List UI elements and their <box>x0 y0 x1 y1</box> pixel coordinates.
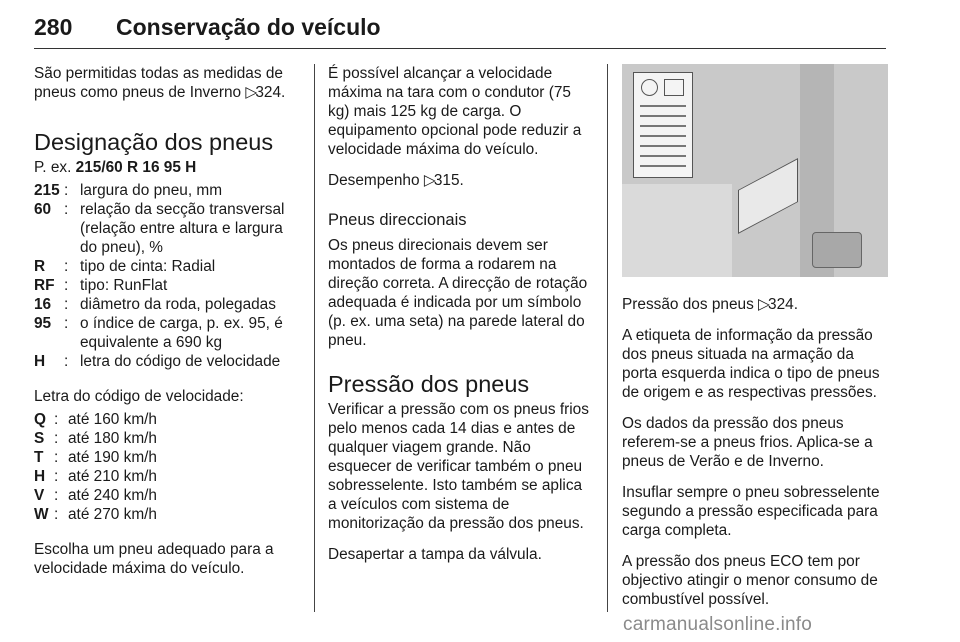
item-key: Q <box>34 411 46 428</box>
door-hinge <box>812 232 862 268</box>
pressure-check-paragraph: Verificar a pressão com os pneus frios pelo menos cada 14 dias e antes de qualquer viagem grande. Não esquecer de verificar também o pneu sobresselente. Isto também se aplica a veículos com sistema de monitorização da pressão dos pneus. <box>328 401 589 532</box>
item-key: R <box>34 258 46 275</box>
item-text: até 270 km/h <box>68 506 157 523</box>
intro-paragraph: São permitidas todas as medidas de pneus como pneus de Inverno ▷324. <box>34 65 286 101</box>
page-reference[interactable]: 324. <box>768 296 799 313</box>
directional-paragraph: Os pneus direcionais devem ser montados de forma a rodarem na direção correta. A direcção de rotação adequada é indicada por um símbolo (p. ex. uma seta) na parede lateral do pneu. <box>328 237 588 349</box>
list-item <box>34 276 298 295</box>
watermark: carmanualsonline.info <box>623 614 813 635</box>
list-item <box>34 429 298 448</box>
separator: : <box>54 411 59 428</box>
example-line: P. ex. 215/60 R 16 95 H <box>34 159 197 176</box>
page-header <box>34 8 886 49</box>
item-text: até 190 km/h <box>68 449 157 466</box>
item-key: H <box>34 468 46 485</box>
item-text: largura do pneu, mm <box>80 182 223 199</box>
item-key: 95 <box>34 315 52 332</box>
section-heading-tyre-designation: Designação dos pneus <box>34 129 274 155</box>
list-item <box>34 410 298 429</box>
separator: : <box>54 487 59 504</box>
list-item <box>34 467 298 486</box>
list-item <box>34 295 298 314</box>
item-key: V <box>34 487 45 504</box>
separator: : <box>64 182 69 199</box>
spare-tyre-paragraph: Insuflar sempre o pneu sobresselente segundo a pressão especificada para carga completa. <box>622 484 880 539</box>
eco-pressure-paragraph: A pressão dos pneus ECO tem por objectivo atingir o menor consumo de combustível possível. <box>622 553 878 608</box>
item-text: até 210 km/h <box>68 468 157 485</box>
list-item <box>34 314 298 352</box>
item-key: 16 <box>34 296 52 313</box>
item-key: H <box>34 353 46 370</box>
closing-paragraph: Escolha um pneu adequado para a velocidade máxima do veículo. <box>34 541 274 577</box>
door-panel <box>622 184 732 277</box>
definition-list <box>34 181 298 371</box>
item-text: relação da secção transversal (relação entre altura e largura do pneu), % <box>80 201 285 256</box>
list-item <box>34 448 298 467</box>
item-text: letra do código de velocidade <box>80 353 281 370</box>
separator: : <box>64 277 69 294</box>
page-reference[interactable]: 324. <box>255 84 286 101</box>
separator: : <box>54 430 59 447</box>
tyre-icon <box>641 79 658 96</box>
item-text: tipo: RunFlat <box>80 277 168 294</box>
list-item <box>34 486 298 505</box>
label-location-paragraph: A etiqueta de informação da pressão dos pneus situada na armação da porta esquerda indica o tipo de pneus de origem e as respectivas pressões. <box>622 327 880 401</box>
item-text: até 240 km/h <box>68 487 157 504</box>
item-key: 215 <box>34 182 60 199</box>
list-item <box>34 505 298 524</box>
item-key: T <box>34 449 44 466</box>
column-right <box>622 64 888 621</box>
separator: : <box>64 201 69 218</box>
chapter-title: Conservação do veículo <box>116 14 381 40</box>
page-number: 280 <box>34 14 73 40</box>
performance-reference: Desempenho ▷315. <box>328 172 464 189</box>
item-key: W <box>34 506 49 523</box>
item-text: tipo de cinta: Radial <box>80 258 216 275</box>
reference-arrow-icon: ▷ <box>423 172 436 189</box>
column-middle <box>328 64 593 576</box>
item-text: até 180 km/h <box>68 430 157 447</box>
max-speed-paragraph: É possível alcançar a velocidade máxima na tara com o condutor (75 kg) mais 125 kg de carga. O equipamento opcional pode reduzir a velocidade máxima do veículo. <box>328 65 582 158</box>
separator: : <box>54 506 59 523</box>
valve-cap-paragraph: Desapertar a tampa da válvula. <box>328 546 542 563</box>
list-item <box>34 181 298 200</box>
column-divider <box>314 64 315 612</box>
item-text: diâmetro da roda, polegadas <box>80 296 276 313</box>
separator: : <box>64 353 69 370</box>
pressure-sticker <box>738 158 798 234</box>
separator: : <box>64 296 69 313</box>
separator: : <box>64 258 69 275</box>
section-heading-directional-tyres: Pneus direccionais <box>328 211 467 229</box>
item-text: até 160 km/h <box>68 411 157 428</box>
item-key: RF <box>34 277 55 294</box>
example-value: 215/60 R 16 95 H <box>75 159 197 176</box>
list-item <box>34 257 298 276</box>
list-item <box>34 200 298 257</box>
tyre-pressure-label-photo <box>622 64 888 277</box>
speed-code-list <box>34 410 298 524</box>
column-left <box>34 64 298 590</box>
speed-code-intro: Letra do código de velocidade: <box>34 388 244 405</box>
column-divider <box>607 64 608 612</box>
page-reference[interactable]: 315. <box>433 172 464 189</box>
list-item <box>34 352 298 371</box>
manual-book-icon <box>664 79 684 96</box>
item-key: S <box>34 430 45 447</box>
section-heading-tyre-pressure: Pressão dos pneus <box>328 371 530 397</box>
separator: : <box>64 315 69 332</box>
item-key: 60 <box>34 201 52 218</box>
reference-arrow-icon: ▷ <box>758 296 770 313</box>
figure-caption: Pressão dos pneus ▷324. <box>622 296 799 313</box>
separator: : <box>54 468 59 485</box>
separator: : <box>54 449 59 466</box>
cold-tyre-paragraph: Os dados da pressão dos pneus referem-se a pneus frios. Aplica-se a pneus de Verão e de Inverno. <box>622 415 873 470</box>
pressure-label-inset <box>633 72 693 178</box>
reference-arrow-icon: ▷ <box>245 84 258 101</box>
item-text: o índice de carga, p. ex. 95, é equivalente a 690 kg <box>80 315 283 351</box>
